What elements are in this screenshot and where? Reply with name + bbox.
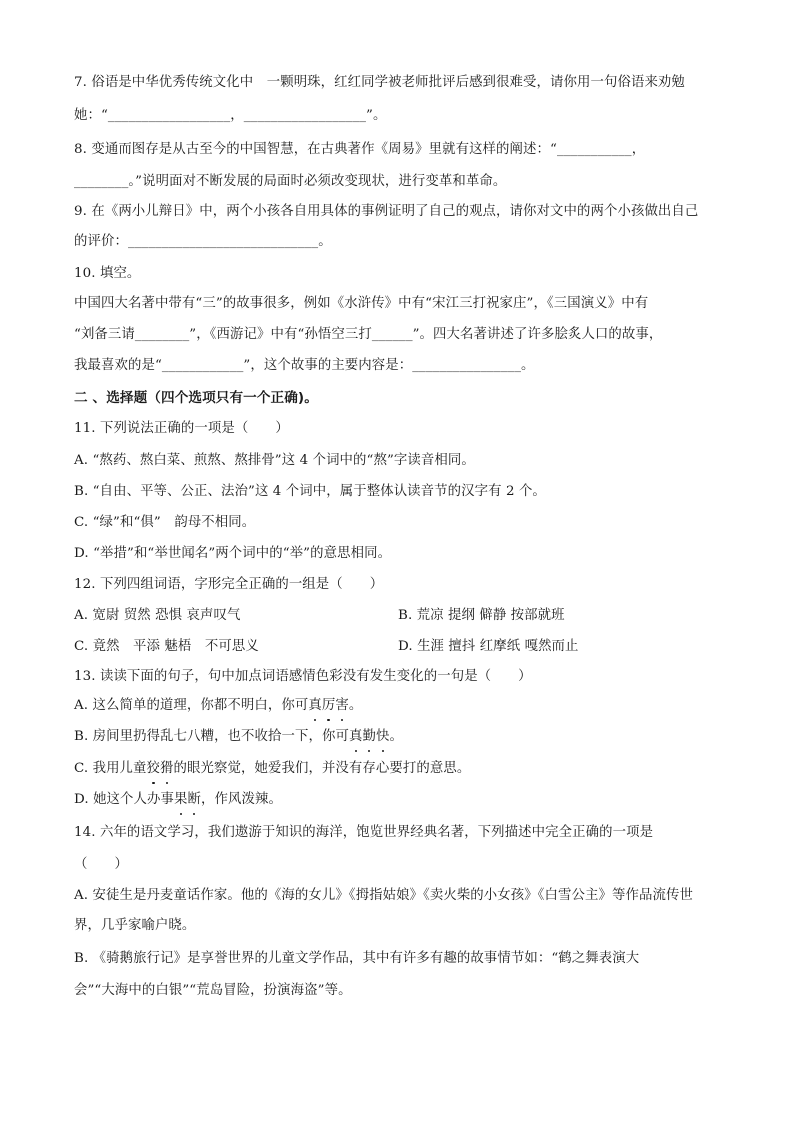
question-12-option-c: C. 竟然 平添 魅梧 不可思义 bbox=[74, 639, 259, 654]
emphasis-dot-char: 真 bbox=[348, 729, 363, 744]
question-14-option-a-line-2: 界，几乎家喻户晓。 bbox=[74, 918, 196, 933]
question-13-option-d bbox=[74, 791, 732, 809]
question-12-option-b: B. 荒凉 提纲 僻静 按部就班 bbox=[398, 608, 565, 623]
emphasis-dot-char: 厉 bbox=[321, 698, 336, 713]
question-12-option-d: D. 生涯 擅抖 红摩纸 嘎然而止 bbox=[398, 639, 579, 654]
question-13-option-b bbox=[74, 728, 732, 746]
question-14-stem-line-1: 14. 六年的语文学习，我们遨游于知识的海洋，饱览世界经典名著，下列描述中完全正确的一项是 bbox=[74, 825, 654, 840]
dotted-word bbox=[147, 761, 174, 776]
question-10-line-2: “刘备三请________”，《西游记》中有“孙悟空三打______”。四大名著讲述了许多脍炙人口的故事， bbox=[74, 327, 663, 342]
question-10-title: 10. 填空。 bbox=[74, 266, 141, 281]
question-14-option-b-line-2: 会”“大海中的白银”“荒岛冒险，扮演海盗”等。 bbox=[74, 983, 352, 998]
question-9-line-2: 的评价：____________________________。 bbox=[74, 234, 332, 249]
question-11-stem: 11. 下列说法正确的一项是（ ） bbox=[74, 421, 289, 436]
option-text: 。 bbox=[348, 698, 363, 713]
question-11-option-d: D. “举措”和“举世闻名”两个词中的“举”的意思相同。 bbox=[74, 546, 392, 561]
question-11-option-a: A. “熬药、熬白菜、煎熬、熬排骨”这 4 个词中的“熬”字读音相同。 bbox=[74, 453, 475, 468]
question-14-option-b-line-1: B. 《骑鹅旅行记》是享誉世界的儿童文学作品，其中有许多有趣的故事情节如：“鹤之舞表演大 bbox=[74, 951, 640, 966]
question-13-option-c bbox=[74, 760, 732, 778]
question-10-line-3: 我最喜欢的是“____________”，这个故事的主要内容是：________________。 bbox=[74, 358, 535, 373]
question-13-option-a bbox=[74, 697, 732, 715]
emphasis-dot-char: 猾 bbox=[160, 761, 174, 776]
question-12-option-a: A. 宽尉 贸然 恐惧 哀声叹气 bbox=[74, 608, 241, 623]
emphasis-dot-char: 狡 bbox=[146, 761, 161, 776]
option-text: 的眼光察觉，她爱我们，并没有存心要打的意思。 bbox=[173, 761, 471, 776]
question-12-stem: 12. 下列四组词语，字形完全正确的一组是（ ） bbox=[74, 577, 384, 592]
question-12-row-2 bbox=[74, 638, 732, 656]
option-text: D. 她这个人办事 bbox=[74, 792, 175, 807]
option-text: C. 我用儿童 bbox=[74, 761, 147, 776]
question-8-line-2: ________。”说明面对不断发展的局面时必须改变现状，进行变革和革命。 bbox=[74, 174, 507, 189]
question-13-stem: 13. 读读下面的句子，句中加点词语感情色彩没有发生变化的一句是（ ） bbox=[74, 669, 532, 684]
emphasis-dot-char: 勤 bbox=[362, 729, 376, 744]
question-9-line-1: 9. 在《两小儿辩日》中，两个小孩各自用具体的事例证明了自己的观点，请你对文中的两个小孩做出自己 bbox=[74, 204, 699, 219]
emphasis-dot-char: 断 bbox=[187, 792, 202, 807]
option-text: B. 房间里扔得乱七八糟，也不收拾一下，你可 bbox=[74, 729, 349, 744]
question-8-line-1: 8. 变通而图存是从古至今的中国智慧，在古典著作《周易》里就有这样的阐述：“___________， bbox=[74, 142, 646, 157]
dotted-word bbox=[174, 792, 201, 807]
question-7-line-1: 7. 俗语是中华优秀传统文化中 一颗明珠，红红同学被老师批评后感到很难受，请你用一句俗语来劝勉 bbox=[74, 75, 685, 90]
question-14-option-a-line-1: A. 安徒生是丹麦童话作家。他的《海的女儿》《拇指姑娘》《卖火柴的小女孩》《白雪公主》等作品流传世 bbox=[74, 888, 693, 903]
dotted-word bbox=[349, 729, 390, 744]
emphasis-dot-char: 快 bbox=[375, 729, 390, 744]
question-11-option-c: C. “绿”和“俱” 韵母不相同。 bbox=[74, 515, 256, 530]
question-12-row-1 bbox=[74, 607, 732, 625]
question-14-stem-line-2: （ ） bbox=[74, 857, 128, 872]
option-text: ，作风泼辣。 bbox=[201, 792, 282, 807]
section-2-heading: 二 、选择题（四个选项只有一个正确)。 bbox=[74, 390, 318, 406]
option-text: 。 bbox=[389, 729, 403, 744]
dotted-word bbox=[308, 698, 349, 713]
emphasis-dot-char: 害 bbox=[335, 698, 349, 713]
option-text: A. 这么简单的道理，你都不明白，你可 bbox=[74, 698, 309, 713]
emphasis-dot-char: 果 bbox=[174, 792, 188, 807]
question-10-line-1: 中国四大名著中带有“三”的故事很多，例如《水浒传》中有“宋江三打祝家庄”，《三国演义》中有 bbox=[74, 296, 649, 311]
question-7-line-2: 她：“__________________，__________________”。 bbox=[74, 108, 387, 123]
question-11-option-b: B. “自由、平等、公正、法治”这 4 个词中，属于整体认读音节的汉字有 2 个。 bbox=[74, 484, 546, 499]
emphasis-dot-char: 真 bbox=[308, 698, 322, 713]
